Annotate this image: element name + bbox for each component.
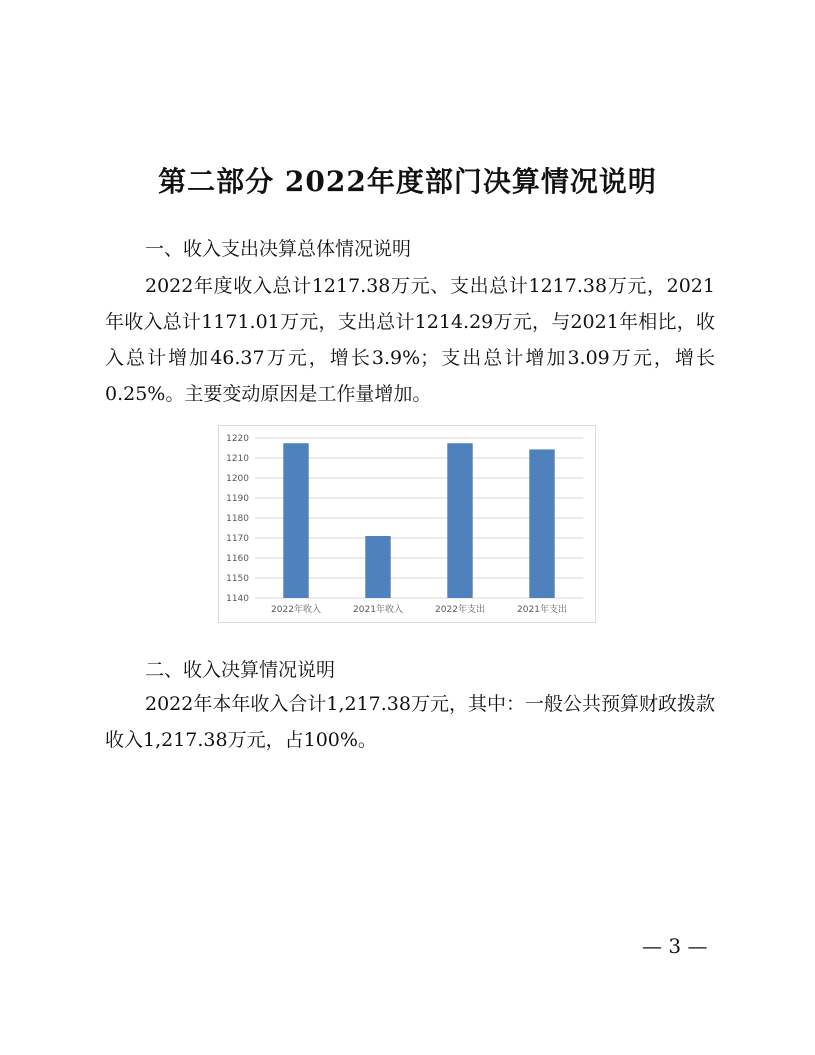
y-tick-label: 1150 [226, 574, 249, 584]
page-number: — 3 — [642, 934, 708, 958]
x-tick-label: 2021年收入 [353, 605, 403, 615]
x-tick-label: 2022年收入 [271, 605, 321, 615]
income-expense-bar-chart [218, 425, 596, 623]
bar-1 [283, 443, 308, 598]
y-tick-label: 1180 [226, 514, 249, 524]
y-tick-label: 1200 [226, 474, 249, 484]
y-tick-label: 1190 [226, 494, 249, 504]
bar-4 [529, 449, 554, 598]
y-tick-label: 1170 [226, 534, 249, 544]
section-heading-2: 二、收入决算情况说明 [145, 659, 336, 681]
y-tick-label: 1220 [226, 434, 249, 444]
y-tick-label: 1210 [226, 454, 249, 464]
x-tick-label: 2021年支出 [517, 605, 567, 615]
x-tick-label: 2022年支出 [435, 605, 485, 615]
section-paragraph-1: 2022年度收入总计1217.38万元、支出总计1217.38万元，2021年收入总计1171.01万元，支出总计1214.29万元，与2021年相比，收入总计增加46.37万元，增长3.9%；支出总计增加3.09万元，增长0.25%。主要变动原因是工作量增加。 [105, 275, 715, 405]
section-paragraph-2: 2022年本年收入合计1,217.38万元，其中：一般公共预算财政拨款收入1,217.38万元，占100%。 [105, 693, 715, 751]
bar-3 [447, 443, 472, 598]
bar-2 [365, 536, 390, 598]
chart-canvas [219, 426, 595, 622]
y-tick-label: 1140 [226, 594, 249, 604]
y-tick-label: 1160 [226, 554, 249, 564]
section-heading-1: 一、收入支出决算总体情况说明 [145, 238, 412, 260]
page-title: 第二部分 2022年度部门决算情况说明 [158, 165, 657, 198]
